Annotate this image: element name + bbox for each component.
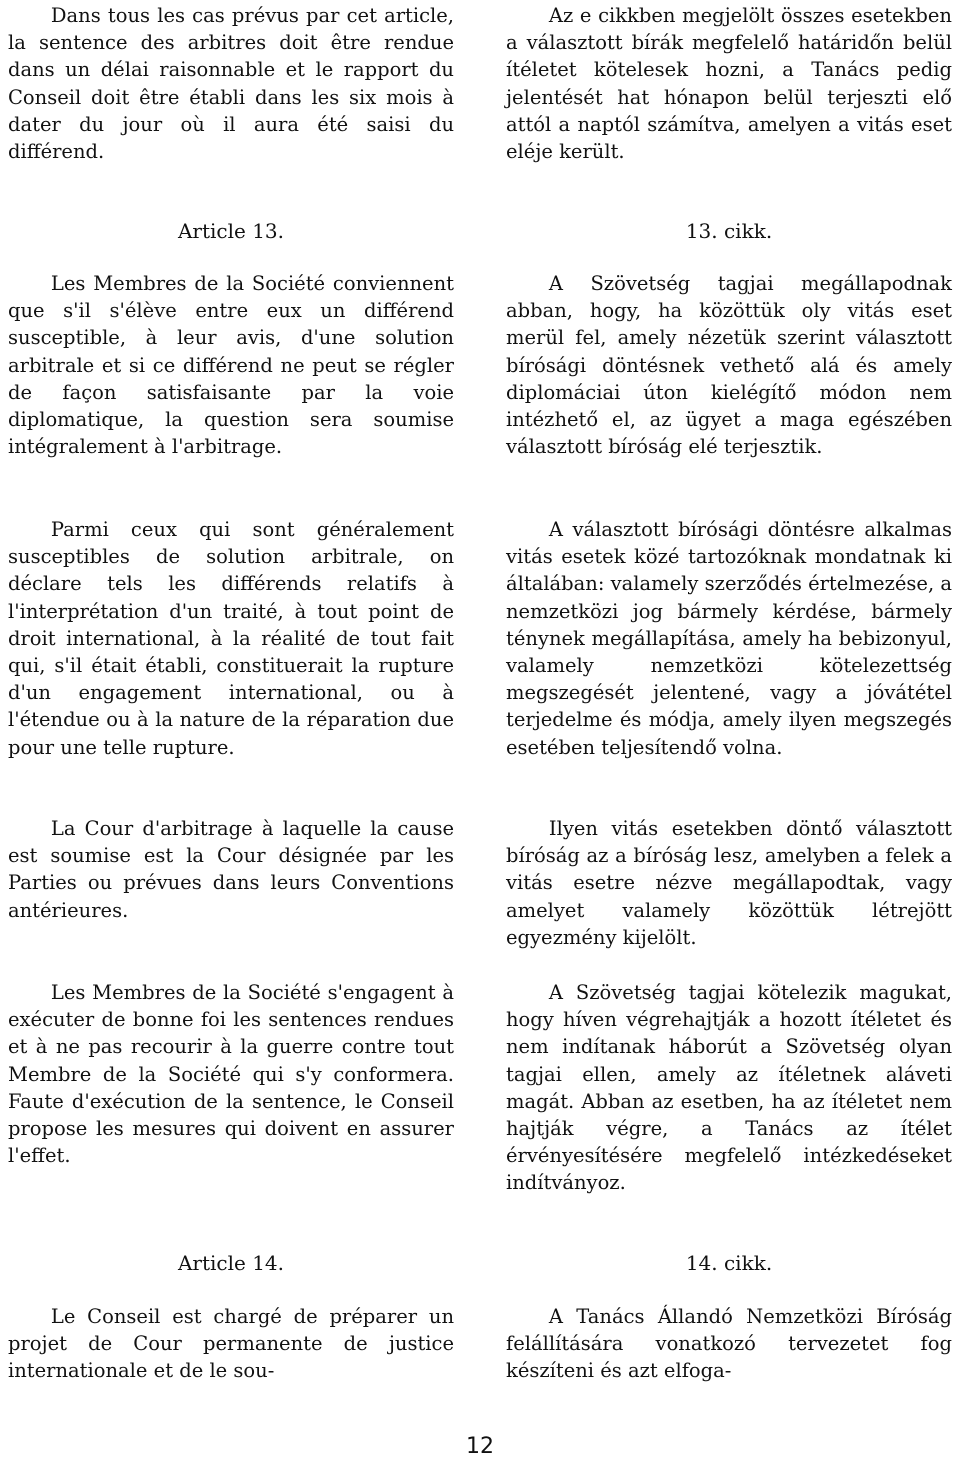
french-paragraph-intro: Dans tous les cas prévus par cet article, la sentence des arbitres doit être rendue dans un délai raisonnable et le rapport du Conseil doit être établi dans les six mois à dater du jour où il aura été saisi du différend.: [8, 4, 454, 164]
hungarian-article-13-paragraph-1: A Szövetség tagjai megállapodnak abban, hogy, ha közöttük oly vitás eset merül fel, amely nézetük szerint választott bírósági döntésnek vethető alá és amely diplomáciai úton kielégítő módon nem intézhető el, az ügyet a maga egészében választott bíróság elé terjesztik.: [506, 272, 952, 459]
french-article-13-paragraph-3: La Cour d'arbitrage à laquelle la cause est soumise est la Cour désignée par les Parties ou prévues dans leurs Conventions antérieures.: [8, 817, 454, 922]
french-article-13-paragraph-1: Les Membres de la Société conviennent que s'il s'élève entre eux un différend susceptible, à leur avis, d'une solution arbitrale et si ce différend ne peut se régler de façon satisfaisante par la voie diplomatique, la question sera soumise intégralement à l'arbitrage.: [8, 272, 454, 459]
hungarian-article-14-heading: 14. cikk.: [685, 1251, 773, 1275]
page-number: 12: [466, 1434, 494, 1459]
french-article-13-heading: Article 13.: [177, 219, 285, 243]
french-article-14-heading: Article 14.: [177, 1251, 285, 1275]
hungarian-article-13-heading: 13. cikk.: [685, 219, 773, 243]
french-article-13-paragraph-2: Parmi ceux qui sont généralement susceptibles de solution arbitrale, on déclare tels les différends relatifs à l'interprétation d'un traité, à tout point de droit international, à la réalité de tout fait qui, s'il était établi, constituerait la rupture d'un engagement international, ou à l'étendue ou à la nature de la réparation due pour une telle rupture.: [8, 518, 454, 759]
hungarian-article-13-paragraph-3: Ilyen vitás esetekben döntő választott bíróság az a bíróság lesz, amelyben a felek a vitás esetre nézve megállapodtak, vagy amelyet valamely közöttük létrejött egyezmény kijelölt.: [506, 817, 952, 949]
french-article-13-paragraph-4: Les Membres de la Société s'engagent à exécuter de bonne foi les sentences rendues et à ne pas recourir à la guerre contre tout Membre de la Société qui s'y conformera. Faute d'exécution de la sentence, le Conseil propose les mesures qui doivent en assurer l'effet.: [8, 981, 454, 1168]
hungarian-article-13-paragraph-4: A Szövetség tagjai kötelezik magukat, hogy híven végrehajtják a hozott ítéletet és nem indítanak háborút a Szövetség olyan tagjai ellen, amely az ítéletnek aláveti magát. Abban az esetben, ha az ítéletet nem hajtják végre, a Tanács az ítélet érvényesítésére megfelelő intézkedéseket indítványoz.: [506, 981, 952, 1195]
hungarian-paragraph-intro: Az e cikkben megjelölt összes esetekben a választott bírák megfelelő határidőn belül ítéletet kötelesek hozni, a Tanács pedig jelentését hat hónapon belül terjeszti elő attól a naptól számítva, amelyen a vitás eset eléje került.: [506, 4, 952, 164]
hungarian-article-14-paragraph-1: A Tanács Állandó Nemzetközi Bíróság felállítására vonatkozó tervezetet fog készíteni és azt elfoga-: [506, 1305, 952, 1383]
hungarian-article-13-paragraph-2: A választott bírósági döntésre alkalmas vitás esetek közé tartozóknak mondatnak ki általában: valamely szerződés értelmezése, a nemzetközi jog bármely kérdése, bármely ténynek megállapítása, amely ha bebizonyul, valamely nemzetközi kötelezettség megszegését jelentené, vagy a jóvátétel terjedelme és módja, amely ilyen megszegés esetében teljesítendő volna.: [506, 518, 952, 759]
french-article-14-paragraph-1: Le Conseil est chargé de préparer un projet de Cour permanente de justice internationale et de le sou-: [8, 1305, 454, 1383]
